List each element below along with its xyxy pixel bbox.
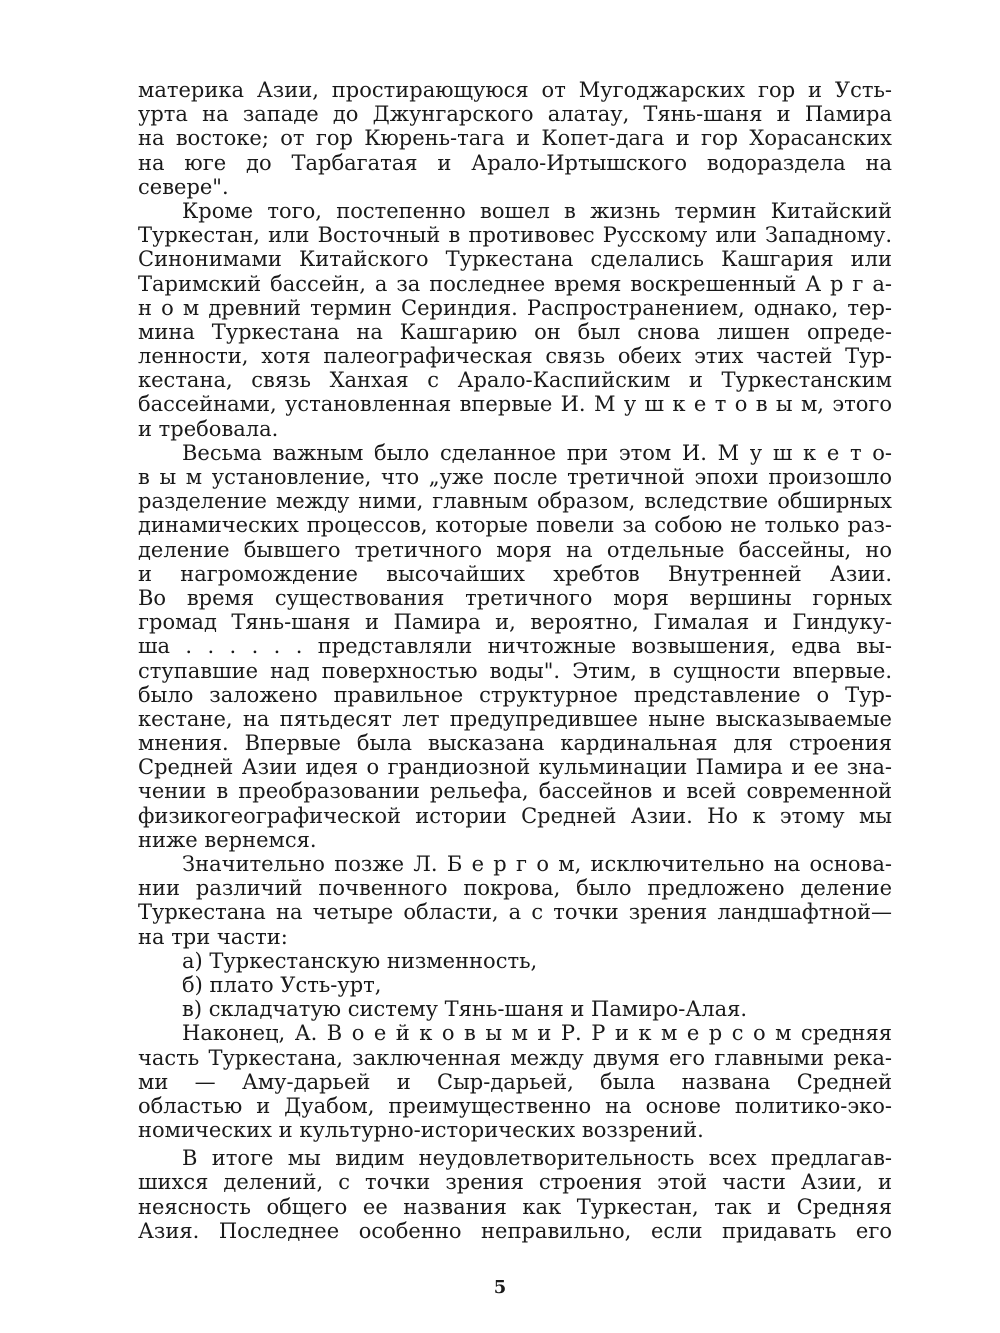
page-body — [138, 78, 892, 1243]
text-line: в ы м установление, что „уже после третичной эпохи произошло — [138, 465, 892, 489]
text-line: севере". — [138, 174, 229, 199]
text-line: нии различий почвенного покрова, было предложено деление — [138, 876, 892, 901]
text-line: кестана, связь Ханхая с Арало-Каспийским и Туркестанским — [138, 368, 892, 393]
paragraph-2 — [138, 199, 892, 441]
text-line: Весьма важным было сделанное при этом И. М у ш к е т о- — [182, 440, 892, 465]
text-line: урта на западе до Джунгарского алатау, Тянь-шаня и Памира — [138, 102, 892, 127]
text-line: на юге до Тарбагатая и Арало-Иртышского водораздела на — [138, 150, 892, 175]
text-line: Средней Азии идея о грандиозной кульминации Памира и ее зна- — [138, 755, 892, 780]
text-line: бассейнами, установленная впервые И. М у ш к е т о в ы м, этого — [138, 392, 892, 417]
text-line: В итоге мы видим неудовлетворительность всех предлагав- — [182, 1146, 892, 1171]
text-line: деление бывшего третичного моря на отдельные бассейны, но — [138, 537, 892, 562]
text-line: материка Азии, простирающуюся от Мугоджарских гор и Усть- — [138, 78, 892, 102]
text-line: областью и Дуабом, преимущественно на основе политико-эко- — [138, 1093, 892, 1118]
paragraph-1 — [138, 78, 892, 199]
text-line: Азия. Последнее особенно неправильно, если придавать его — [138, 1218, 892, 1243]
text-line: н о м древний термин Сериндия. Распространением, однако, тер- — [138, 295, 892, 320]
list-item: а) Туркестанскую низменность, — [182, 948, 538, 973]
text-line: мина Туркестана на Кашгарию он был снова лишен опреде- — [138, 319, 892, 344]
paragraph-5 — [138, 1021, 892, 1142]
text-line: разделение между ними, главным образом, вследствие обширных — [138, 489, 892, 514]
text-line: чении в преобразовании рельефа, бассейнов и всей современной — [138, 779, 892, 804]
region-list — [138, 949, 892, 1022]
text-line: Наконец, А. В о е й к о в ы м и Р. Р и к м е р с о м средняя — [182, 1021, 892, 1046]
text-line: Во время существования третичного моря вершины горных — [138, 585, 892, 610]
text-line: ступавшие над поверхностью воды". Этим, в сущности впервые. — [138, 658, 892, 683]
paragraph-3 — [138, 441, 892, 852]
text-line: было заложено правильное структурное представление о Тур- — [138, 682, 892, 707]
text-line: номических и культурно-исторических воззрений. — [138, 1118, 704, 1143]
paragraph-6 — [138, 1146, 892, 1243]
page-number: 5 — [493, 1277, 507, 1298]
text-line: неясность общего ее названия как Туркестан, так и Средняя — [138, 1194, 892, 1219]
text-line: Кроме того, постепенно вошел в жизнь термин Китайский — [182, 198, 892, 223]
paragraph-4 — [138, 852, 892, 949]
text-line: Значительно позже Л. Б е р г о м, исключительно на основа- — [182, 852, 892, 876]
text-line: и требовала. — [138, 416, 279, 441]
text-line: часть Туркестана, заключенная между двумя его главными река- — [138, 1045, 892, 1070]
text-line: и нагромождение высочайших хребтов Внутренней Азии. — [138, 561, 892, 586]
text-line: динамических процессов, которые повели за собою не только раз- — [138, 513, 892, 538]
list-item: в) складчатую систему Тянь-шаня и Памиро-Алая. — [182, 997, 748, 1022]
text-line: ша . . . . . . представляли ничтожные возвышения, едва вы- — [138, 634, 892, 659]
text-line: громад Тянь-шаня и Памира и, вероятно, Гималая и Гиндуку- — [138, 610, 892, 635]
text-line: Синонимами Китайского Туркестана сделались Кашгария или — [138, 247, 892, 272]
text-line: на три части: — [138, 924, 288, 949]
text-line: кестане, на пятьдесят лет предупредившее ныне высказываемые — [138, 706, 892, 731]
text-line: ниже вернемся. — [138, 827, 317, 852]
text-line: Таримский бассейн, а за последнее время воскрешенный А р г а- — [138, 271, 892, 296]
text-line: ленности, хотя палеографическая связь обеих этих частей Тур- — [138, 344, 892, 369]
text-line: физикогеографической истории Средней Азии. Но к этому мы — [138, 803, 892, 828]
text-line: мнения. Впервые была высказана кардинальная для строения — [138, 731, 892, 756]
text-line: шихся делений, с точки зрения строения этой части Азии, и — [138, 1170, 892, 1195]
text-line: Туркестан, или Восточный в противовес Русскому или Западному. — [138, 223, 892, 248]
text-line: на востоке; от гор Кюрень-тага и Копет-дага и гор Хорасанских — [138, 126, 892, 151]
text-line: ми — Аму-дарьей и Сыр-дарьей, была названа Средней — [138, 1069, 892, 1094]
list-item: б) плато Усть-урт, — [182, 972, 382, 997]
text-line: Туркестана на четыре области, а с точки зрения ландшафтной— — [138, 900, 892, 925]
